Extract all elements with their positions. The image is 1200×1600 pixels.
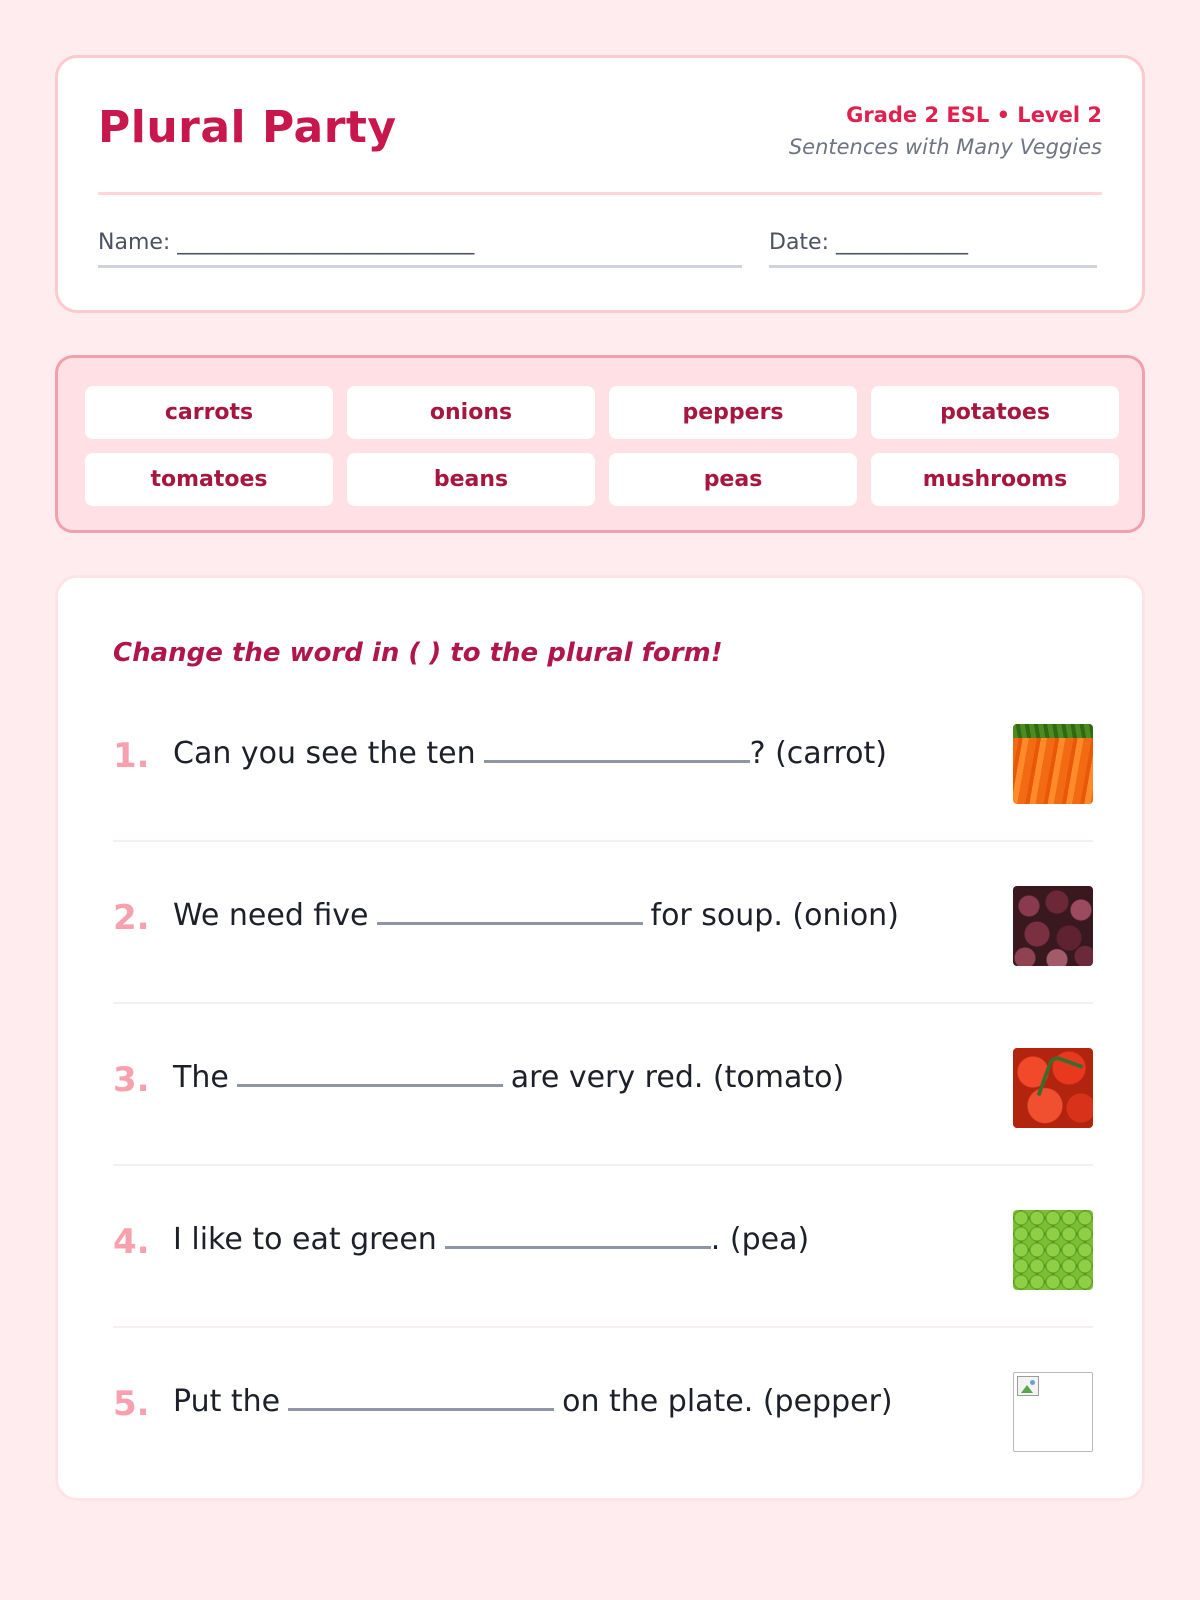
item-sentence	[173, 736, 887, 771]
answer-blank[interactable]	[288, 1389, 554, 1411]
answer-blank[interactable]	[445, 1227, 711, 1249]
sentence-start: The	[173, 1060, 229, 1095]
name-field[interactable]: Name: ___________________________	[98, 224, 742, 268]
word-bank-item: peppers	[609, 386, 857, 439]
word-bank-grid	[85, 386, 1119, 506]
item-sentence	[173, 1060, 844, 1095]
sentence-start: I like to eat green	[173, 1222, 437, 1257]
answer-blank[interactable]	[237, 1065, 503, 1087]
sentence-start: We need five	[173, 898, 369, 933]
sentence-end: . (pea)	[710, 1222, 810, 1257]
exercise-item	[113, 1328, 1093, 1490]
sentence-end: for soup. (onion)	[650, 898, 899, 933]
grade-level-label: Grade 2 ESL • Level 2	[846, 103, 1102, 127]
word-bank-item: potatoes	[871, 386, 1119, 439]
sentence-end: ? (carrot)	[749, 736, 887, 771]
answer-blank[interactable]	[484, 741, 750, 763]
item-number: 5.	[113, 1384, 150, 1424]
header-divider	[98, 192, 1102, 195]
carrots-photo	[1013, 724, 1093, 804]
item-number: 4.	[113, 1222, 150, 1262]
tomatoes-photo	[1013, 1048, 1093, 1128]
item-sentence	[173, 1222, 809, 1257]
exercise-item	[113, 1166, 1093, 1328]
item-sentence	[173, 1384, 893, 1419]
worksheet-meta	[789, 100, 1102, 164]
exercise-item	[113, 1004, 1093, 1166]
exercise-item	[113, 680, 1093, 842]
page-title: Plural Party	[98, 102, 397, 153]
peas-photo	[1013, 1210, 1093, 1290]
onions-photo	[1013, 886, 1093, 966]
item-number: 2.	[113, 898, 150, 938]
exercise-card	[55, 575, 1145, 1501]
word-bank-item: peas	[609, 453, 857, 506]
word-bank-item: mushrooms	[871, 453, 1119, 506]
word-bank	[55, 355, 1145, 533]
broken-image-icon	[1017, 1376, 1039, 1396]
worksheet-header	[55, 55, 1145, 313]
answer-blank[interactable]	[377, 903, 643, 925]
word-bank-item: beans	[347, 453, 595, 506]
instruction-text: Change the word in ( ) to the plural form!	[113, 638, 723, 668]
word-bank-item: carrots	[85, 386, 333, 439]
date-field[interactable]: Date: ____________	[769, 224, 1097, 268]
worksheet-subtitle: Sentences with Many Veggies	[788, 135, 1102, 159]
broken-image-placeholder	[1013, 1372, 1093, 1452]
item-number: 1.	[113, 736, 150, 776]
exercise-item	[113, 842, 1093, 1004]
item-sentence	[173, 898, 899, 933]
word-bank-item: onions	[347, 386, 595, 439]
sentence-end: are very red. (tomato)	[510, 1060, 845, 1095]
sentence-start: Can you see the ten	[173, 736, 476, 771]
sentence-end: on the plate. (pepper)	[562, 1384, 893, 1419]
sentence-start: Put the	[173, 1384, 281, 1419]
item-number: 3.	[113, 1060, 150, 1100]
word-bank-item: tomatoes	[85, 453, 333, 506]
